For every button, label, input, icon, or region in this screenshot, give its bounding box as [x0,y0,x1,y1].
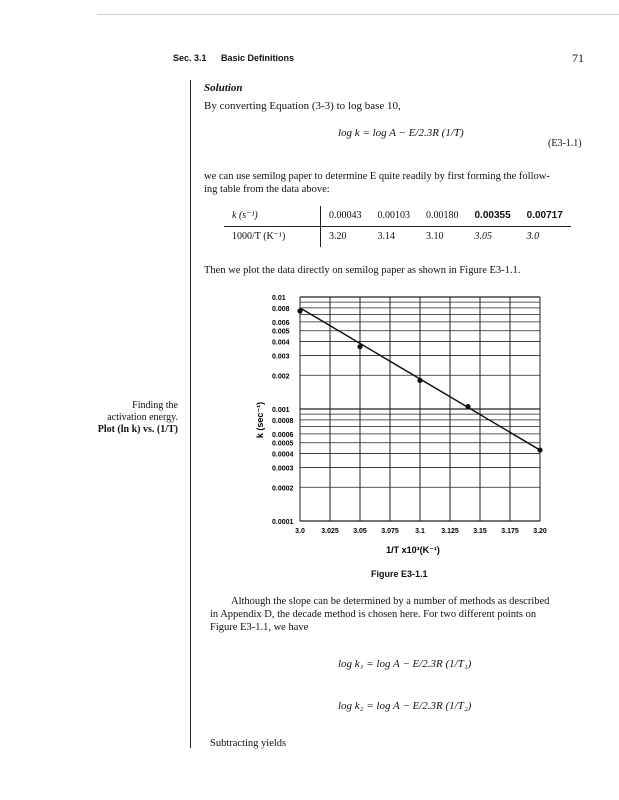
y-tick-label: 0.0003 [272,465,294,473]
table-cell: 0.00043 [321,206,370,227]
top-rule [97,14,619,15]
y-tick-labels [272,295,294,526]
table-cell: 3.14 [377,230,395,242]
y-tick-label: 0.0006 [272,431,294,439]
x-axis-label: 1/T x10³(K⁻¹) [386,545,440,555]
y-tick-label: 0.002 [272,373,290,381]
equation-log-k1: log k₁ = log A − E/2.3R (1/T₁) [338,658,472,670]
data-point [357,344,362,349]
y-tick-label: 0.0005 [272,440,294,448]
table-cell: 3.0 [526,230,540,242]
data-point [537,447,542,452]
y-tick-label: 0.008 [272,305,290,313]
margin-note-line: activation energy. [107,412,178,423]
figure-caption: Figure E3-1.1 [371,569,428,579]
x-tick-label: 3.075 [381,528,399,535]
y-tick-label: 0.004 [272,339,290,347]
equation-log-k2: log k₂ = log A − E/2.3R (1/T₂) [338,700,472,712]
y-tick-label: 0.005 [272,328,290,336]
section-label: Sec. 3.1 [173,53,207,63]
table-cell: 0.00717 [519,206,571,227]
y-tick-label: 0.0001 [272,519,294,526]
y-tick-label: 0.0004 [272,451,294,459]
equation-e3-1-1: log k = log A − E/2.3R (1/T) [338,127,464,139]
equation-number: (E3-1.1) [548,138,582,149]
margin-note-line: Plot (ln k) vs. (1/T) [97,424,178,435]
paragraph-line: ing table from the data above: [204,184,330,195]
y-tick-label: 0.0008 [272,417,294,425]
x-tick-label: 3.15 [473,528,487,535]
paragraph-line: in Appendix D, the decade method is chosen here. For two different points on [210,609,537,620]
x-tick-label: 3.175 [501,528,519,535]
subtracting-yields: Subtracting yields [210,738,287,749]
paragraph-line: Figure E3-1.1, we have [210,622,309,633]
x-tick-label: 3.20 [533,528,547,535]
table-cell: 3.10 [426,230,444,242]
page-number: 71 [572,51,584,65]
margin-rule [190,80,191,748]
y-tick-label: 0.0002 [272,485,294,493]
y-tick-label: 0.01 [272,295,286,302]
plot-sentence: Then we plot the data directly on semilog paper as shown in Figure E3-1.1. [204,265,521,276]
x-tick-label: 3.05 [353,528,367,535]
data-table [224,206,571,247]
solution-intro: By converting Equation (3-3) to log base 10, [204,100,401,112]
table-cell: 0.00355 [467,206,519,227]
x-tick-labels [295,528,547,535]
y-tick-label: 0.003 [272,353,290,361]
data-point [417,378,422,383]
solution-heading: Solution [204,82,243,94]
data-point [297,308,302,313]
horizontal-gridlines [300,297,540,521]
y-tick-label: 0.001 [272,407,290,414]
data-point [465,404,470,409]
margin-note-line: Finding the [132,400,178,411]
y-tick-label: 0.006 [272,319,290,327]
table-cell: 0.00180 [418,206,467,227]
table-row [224,206,571,227]
table-row-label: k (s⁻¹) [224,206,321,227]
paragraph-line: we can use semilog paper to determine E quite readily by first forming the follow- [204,171,550,182]
x-tick-label: 3.1 [415,528,425,535]
table-row-label: 1000/T (K⁻¹) [224,227,321,248]
x-tick-label: 3.0 [295,528,305,535]
x-tick-label: 3.125 [441,528,459,535]
table-row [224,227,571,248]
y-axis-label: k (sec⁻¹) [255,401,265,439]
paragraph-line: Although the slope can be determined by a number of methods as described [231,596,550,607]
x-tick-label: 3.025 [321,528,339,535]
semilog-chart [230,285,560,575]
table-cell: 0.00103 [370,206,419,227]
table-cell: 3.05 [474,230,492,242]
section-title: Basic Definitions [221,53,295,63]
table-cell: 3.20 [329,230,347,242]
